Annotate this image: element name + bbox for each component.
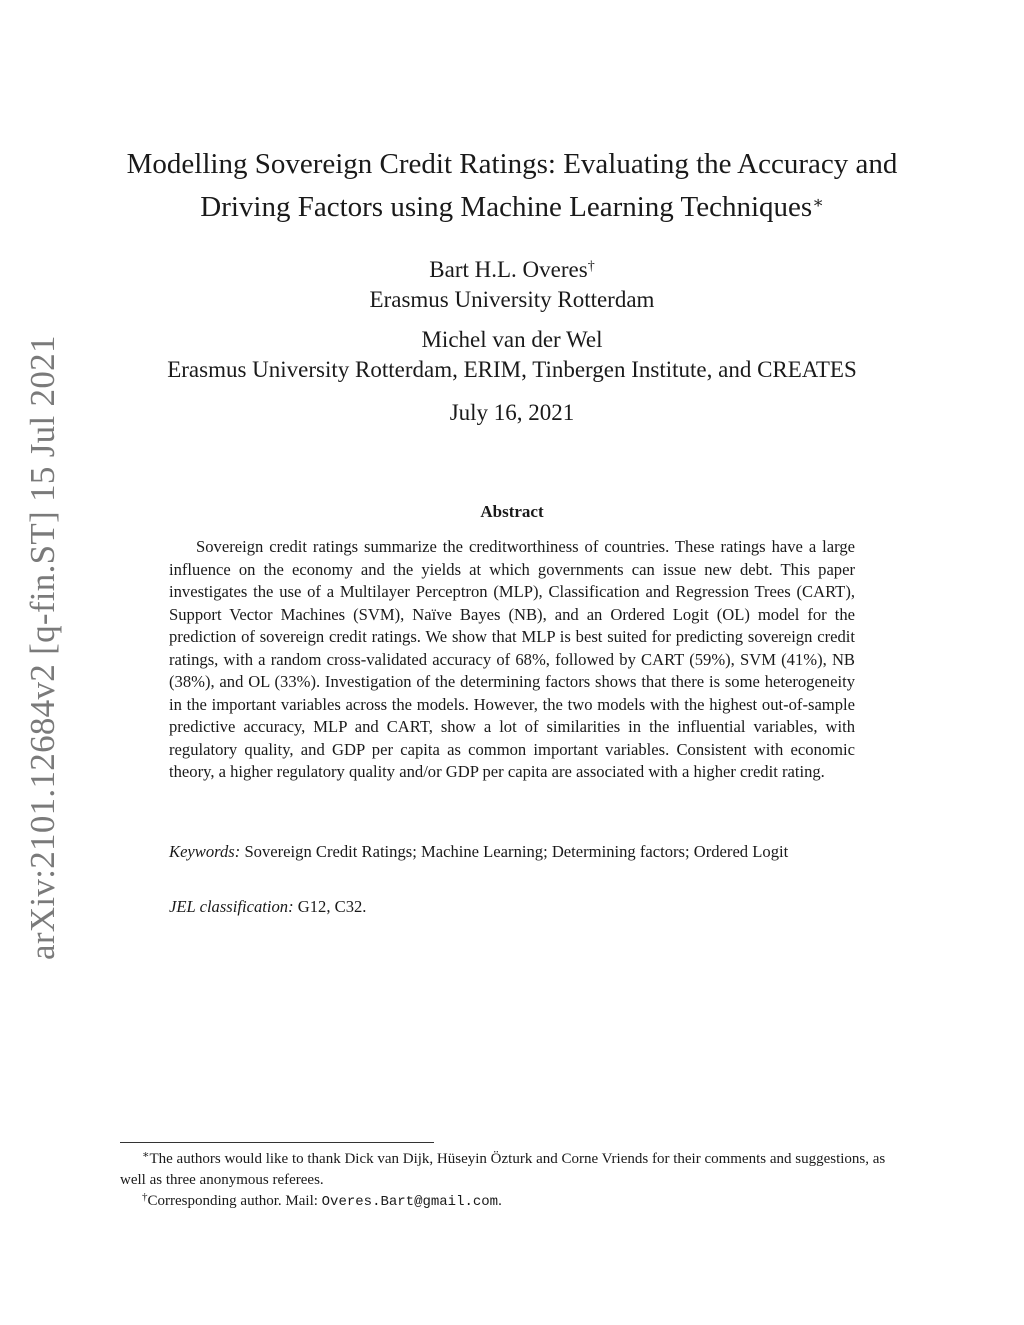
paper-title	[100, 143, 924, 229]
title-line-1: Modelling Sovereign Credit Ratings: Evaluating the Accuracy and	[126, 148, 898, 180]
footnotes	[120, 1149, 910, 1213]
jel-text: G12, C32.	[297, 897, 367, 916]
abstract-text: Sovereign credit ratings summarize the creditworthiness of countries. These ratings have a large influence on the economy and the yields at which governments can issue new debt. This paper investigates the use of a Multilayer Perceptron (MLP), Classification and Regression Trees (CART), Support Vector Machines (SVM), Naïve Bayes (NB), and an Ordered Logit (OL) model for the prediction of sovereign credit ratings. We show that MLP is best suited for predicting sovereign credit ratings, with a random cross-validated accuracy of 68%, followed by CART (59%), SVM (41%), NB (38%), and OL (33%). Investigation of the determining factors shows that there is some heterogeneity in the important variables across the models. However, the two models with the highest out-of-sample predictive accuracy, MLP and CART, show a lot of similarities in the influential variables, with regulatory quality, and GDP per capita as common important variables. Consistent with economic theory, a higher regulatory quality and/or GDP per capita are associated with a higher credit rating.	[169, 537, 855, 781]
author-1	[100, 255, 924, 285]
author-1-name: Bart H.L. Overes	[429, 257, 588, 282]
author-1-mark: †	[587, 259, 595, 274]
corresponding-email-link[interactable]: Overes.Bart@gmail.com	[321, 1194, 499, 1210]
footnote-2-end: .	[498, 1193, 502, 1209]
footnote-2	[120, 1191, 910, 1213]
paper-date: July 16, 2021	[449, 400, 575, 425]
author-2-name: Michel van der Wel	[421, 327, 603, 352]
author-2-block	[100, 325, 924, 385]
author-1-affiliation: Erasmus University Rotterdam	[369, 287, 655, 312]
abstract-heading: Abstract	[480, 502, 544, 521]
author-2-affiliation: Erasmus University Rotterdam, ERIM, Tinbergen Institute, and CREATES	[167, 357, 857, 382]
footnote-1-text: The authors would like to thank Dick van Dijk, Hüseyin Özturk and Corne Vriends for their comments and suggestions, as well as three anonymous referees.	[120, 1151, 886, 1188]
jel-classification	[169, 896, 855, 919]
footnote-1	[120, 1149, 910, 1191]
footnote-2-mark: †	[142, 1191, 148, 1203]
title-footnote-mark: ∗	[812, 193, 824, 212]
footnote-1-mark: ∗	[142, 1149, 150, 1161]
jel-label: JEL classification:	[169, 897, 294, 916]
arxiv-identifier: arXiv:2101.12684v2 [q-fin.ST] 15 Jul 2021	[23, 335, 62, 960]
keywords	[169, 841, 855, 864]
footnote-2-text: Corresponding author. Mail:	[147, 1193, 322, 1209]
footnote-divider	[120, 1142, 434, 1143]
title-line-2	[100, 186, 924, 229]
title-line-2-text: Driving Factors using Machine Learning Techniques	[200, 191, 813, 223]
author-1-block	[100, 255, 924, 315]
keywords-text: Sovereign Credit Ratings; Machine Learning; Determining factors; Ordered Logit	[244, 842, 789, 861]
keywords-label: Keywords:	[169, 842, 241, 861]
